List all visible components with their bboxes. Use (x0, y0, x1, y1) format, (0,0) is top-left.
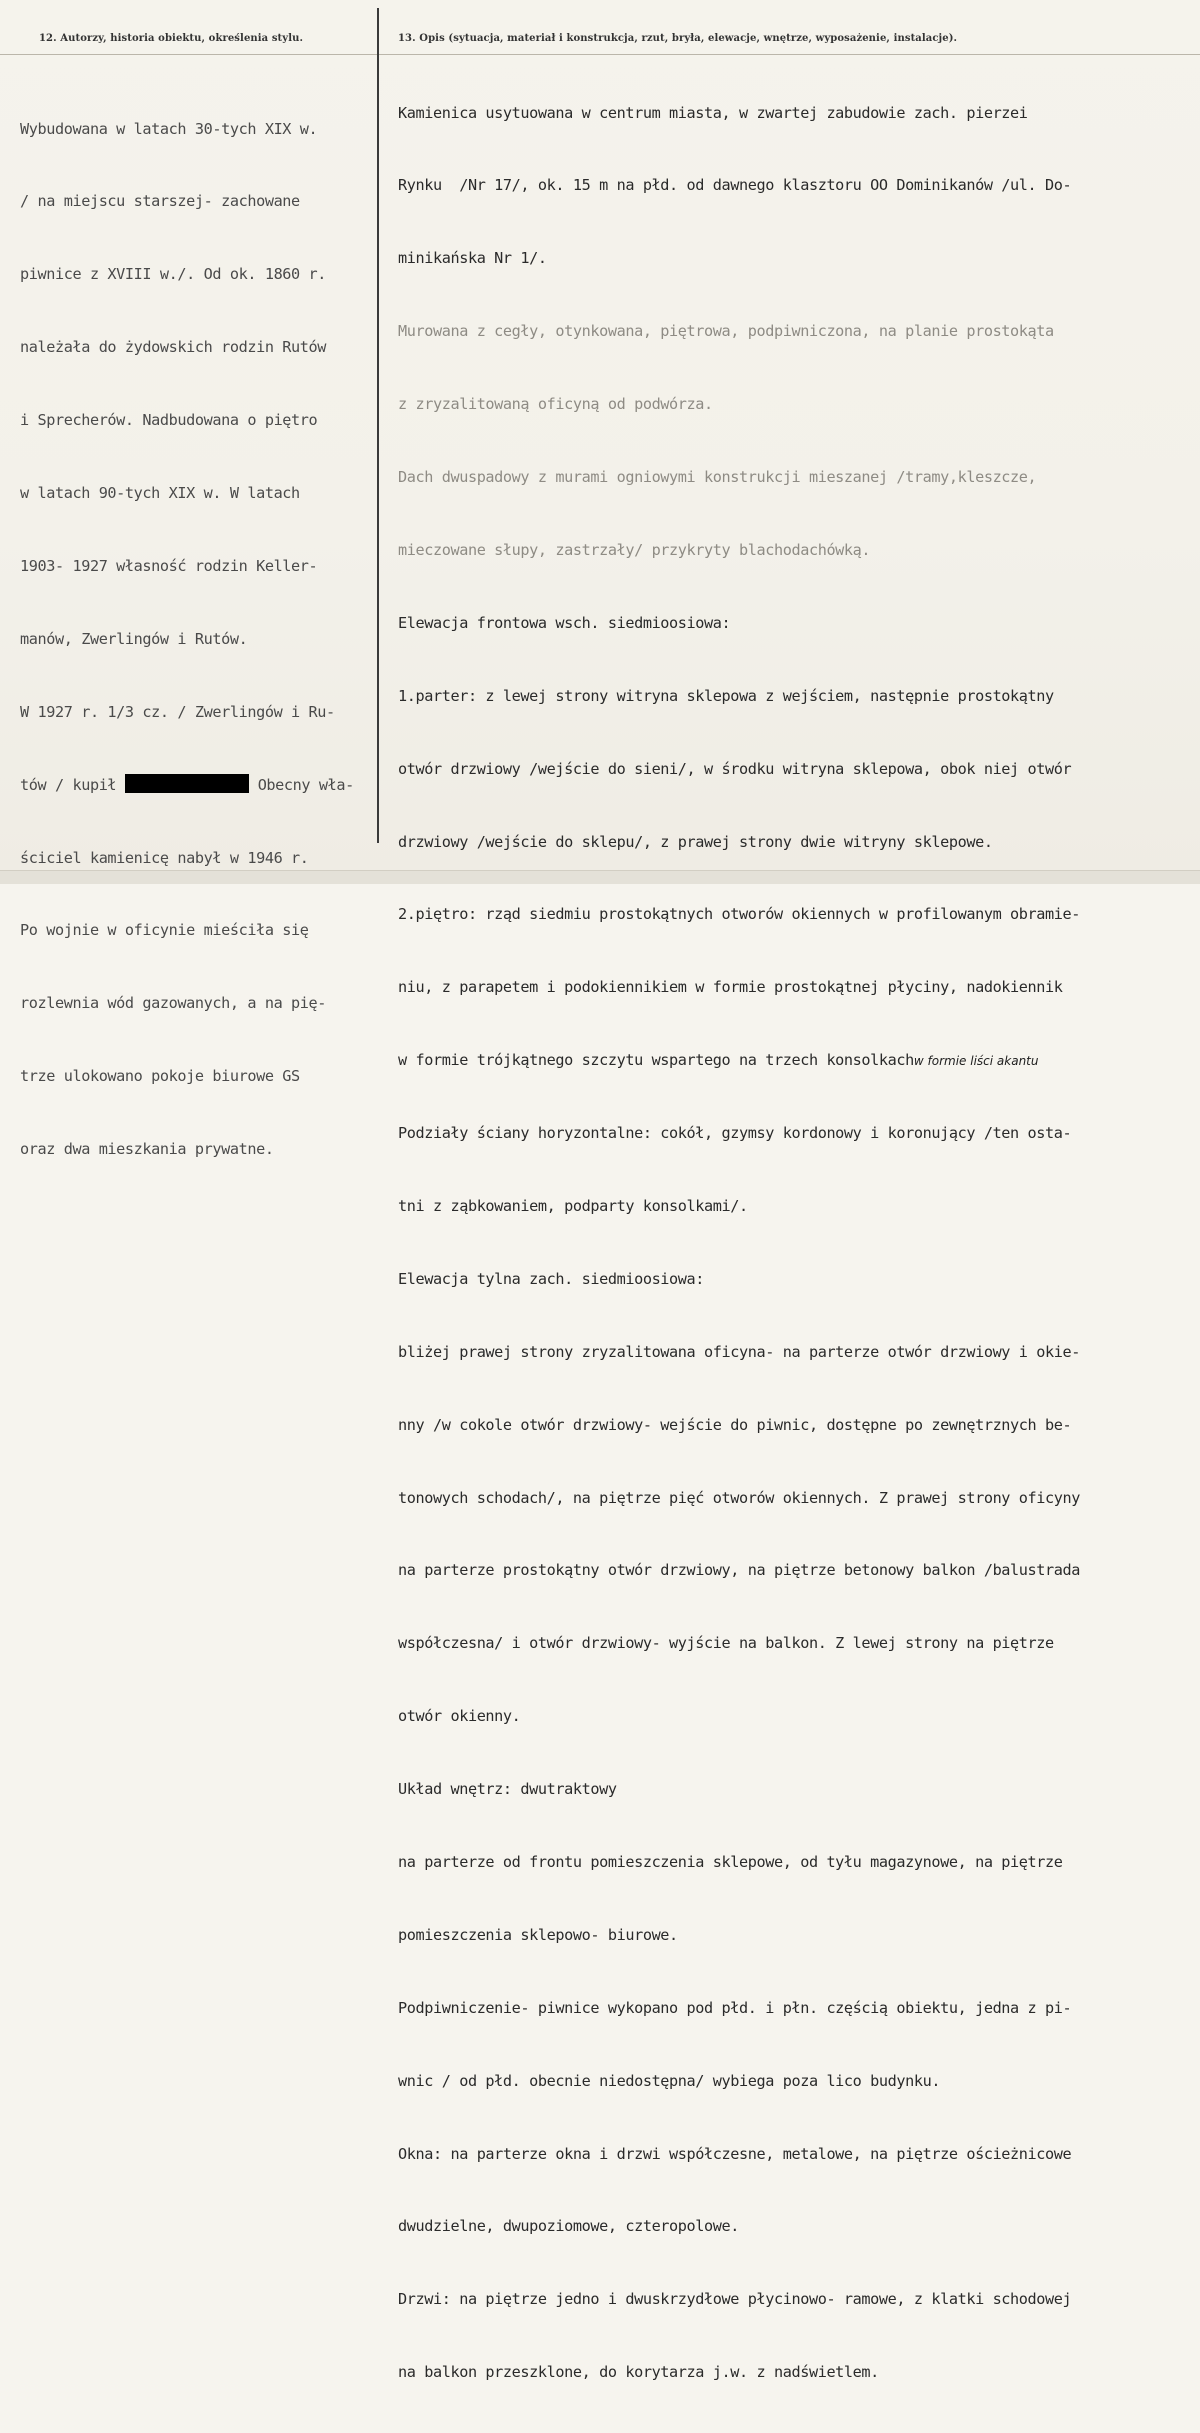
description-line: z zryzalitowaną oficyną od podwórza. (398, 395, 713, 414)
redaction-bar (125, 774, 249, 793)
history-line: 1903- 1927 własność rodzin Keller- (20, 556, 318, 575)
history-line-redacted (20, 773, 376, 797)
description-line: pomieszczenia sklepowo- biurowe. (398, 1925, 678, 1944)
history-line: Wybudowana w latach 30-tych XIX w. (20, 119, 318, 138)
description-line: współczesna/ i otwór drzwiowy- wyjście na balkon. Z lewej strony na piętrze (398, 1634, 1054, 1653)
description-line: 2.piętro: rząd siedmiu prostokątnych otworów okiennych w profilowanym obramie- (398, 905, 1081, 924)
history-line: trze ulokowano pokoje biurowe GS (20, 1067, 300, 1086)
description-line: Kamienica usytuowana w centrum miasta, w zwartej zabudowie zach. pierzei (398, 103, 1028, 122)
history-text (20, 68, 376, 1210)
history-line: ściciel kamienicę nabył w 1946 r. (20, 848, 309, 867)
history-line: W 1927 r. 1/3 cz. / Zwerlingów i Ru- (20, 702, 335, 721)
history-line: i Sprecherów. Nadbudowana o piętro (20, 411, 318, 430)
description-line-text: w formie trójkątnego szczytu wspartego na trzech konsolkach (398, 1051, 914, 1070)
description-line: Podpiwniczenie- piwnice wykopano pod płd. i płn. częścią obiektu, jedna z pi- (398, 1998, 1072, 2017)
section-13-header: 13. Opis (sytuacja, materiał i konstrukcja, rzut, bryła, elewacje, wnętrze, wyposażenie, instalacje). (398, 33, 958, 44)
description-line: 1.parter: z lewej strony witryna sklepowa z wejściem, następnie prostokątny (398, 686, 1054, 705)
description-line: Elewacja tylna zach. siedmioosiowa: (398, 1269, 705, 1288)
description-line: tni z ząbkowaniem, podparty konsolkami/. (398, 1196, 748, 1215)
history-line: oraz dwa mieszkania prywatne. (20, 1140, 274, 1159)
handwritten-note: w formie liści akantu (913, 1054, 1039, 1069)
description-line-with-note (398, 1048, 1196, 1072)
description-line: Drzwi: na piętrze jedno i dwuskrzydłowe płycinowo- ramowe, z klatki schodowej (398, 2290, 1072, 2309)
description-line: drzwiowy /wejście do sklepu/, z prawej strony dwie witryny sklepowe. (398, 832, 993, 851)
history-line: rozlewnia wód gazowanych, a na pię- (20, 994, 327, 1013)
description-line: otwór okienny. (398, 1707, 521, 1726)
description-line: Rynku /Nr 17/, ok. 15 m na płd. od dawnego klasztoru OO Dominikanów /ul. Do- (398, 176, 1072, 195)
history-line-end: Obecny wła- (257, 775, 354, 794)
history-line: piwnice z XVIII w./. Od ok. 1860 r. (20, 265, 327, 284)
history-line: w latach 90-tych XIX w. W latach (20, 484, 300, 503)
description-line: dwudzielne, dwupoziomowe, czteropolowe. (398, 2217, 740, 2236)
history-line: / na miejscu starszej- zachowane (20, 192, 300, 211)
history-line: manów, Zwerlingów i Rutów. (20, 629, 248, 648)
description-line: mieczowane słupy, zastrzały/ przykryty blachodachówką. (398, 540, 871, 559)
description-line: otwór drzwiowy /wejście do sieni/, w środku witryna sklepowa, obok niej otwór (398, 759, 1072, 778)
description-line: na balkon przeszklone, do korytarza j.w. z nadświetlem. (398, 2363, 879, 2382)
history-line: należała do żydowskich rodzin Rutów (20, 338, 327, 357)
description-text (398, 52, 1196, 2433)
description-line: Murowana z cegły, otynkowana, piętrowa, podpiwniczona, na planie prostokąta (398, 322, 1054, 341)
history-line-start: tów / kupił (20, 775, 117, 794)
description-line: wnic / od płd. obecnie niedostępna/ wybiega poza lico budynku. (398, 2071, 941, 2090)
description-line: bliżej prawej strony zryzalitowana oficyna- na parterze otwór drzwiowy i okie- (398, 1342, 1081, 1361)
column-divider (377, 8, 379, 843)
history-line: Po wojnie w oficynie mieściła się (20, 921, 309, 940)
description-line: na parterze od frontu pomieszczenia sklepowe, od tyłu magazynowe, na piętrze (398, 1852, 1063, 1871)
description-line: Elewacja frontowa wsch. siedmioosiowa: (398, 613, 731, 632)
description-line: Podziały ściany horyzontalne: cokół, gzymsy kordonowy i koronujący /ten osta- (398, 1124, 1072, 1143)
description-line: Okna: na parterze okna i drzwi współczesne, metalowe, na piętrze ościeżnicowe (398, 2144, 1072, 2163)
section-12-header: 12. Autorzy, historia obiektu, określenia stylu. (39, 33, 304, 44)
description-line: minikańska Nr 1/. (398, 249, 547, 268)
description-line: niu, z parapetem i podokiennikiem w formie prostokątnej płyciny, nadokiennik (398, 978, 1063, 997)
description-line: Dach dwuspadowy z murami ogniowymi konstrukcji mieszanej /tramy,kleszcze, (398, 468, 1037, 487)
description-line: nny /w cokole otwór drzwiowy- wejście do piwnic, dostępne po zewnętrznych be- (398, 1415, 1072, 1434)
description-line: tonowych schodach/, na piętrze pięć otworów okiennych. Z prawej strony oficyny (398, 1488, 1081, 1507)
description-line: na parterze prostokątny otwór drzwiowy, na piętrze betonowy balkon /balustrada (398, 1561, 1081, 1580)
description-line: Układ wnętrz: dwutraktowy (398, 1780, 617, 1799)
header-underline-left (0, 54, 377, 55)
